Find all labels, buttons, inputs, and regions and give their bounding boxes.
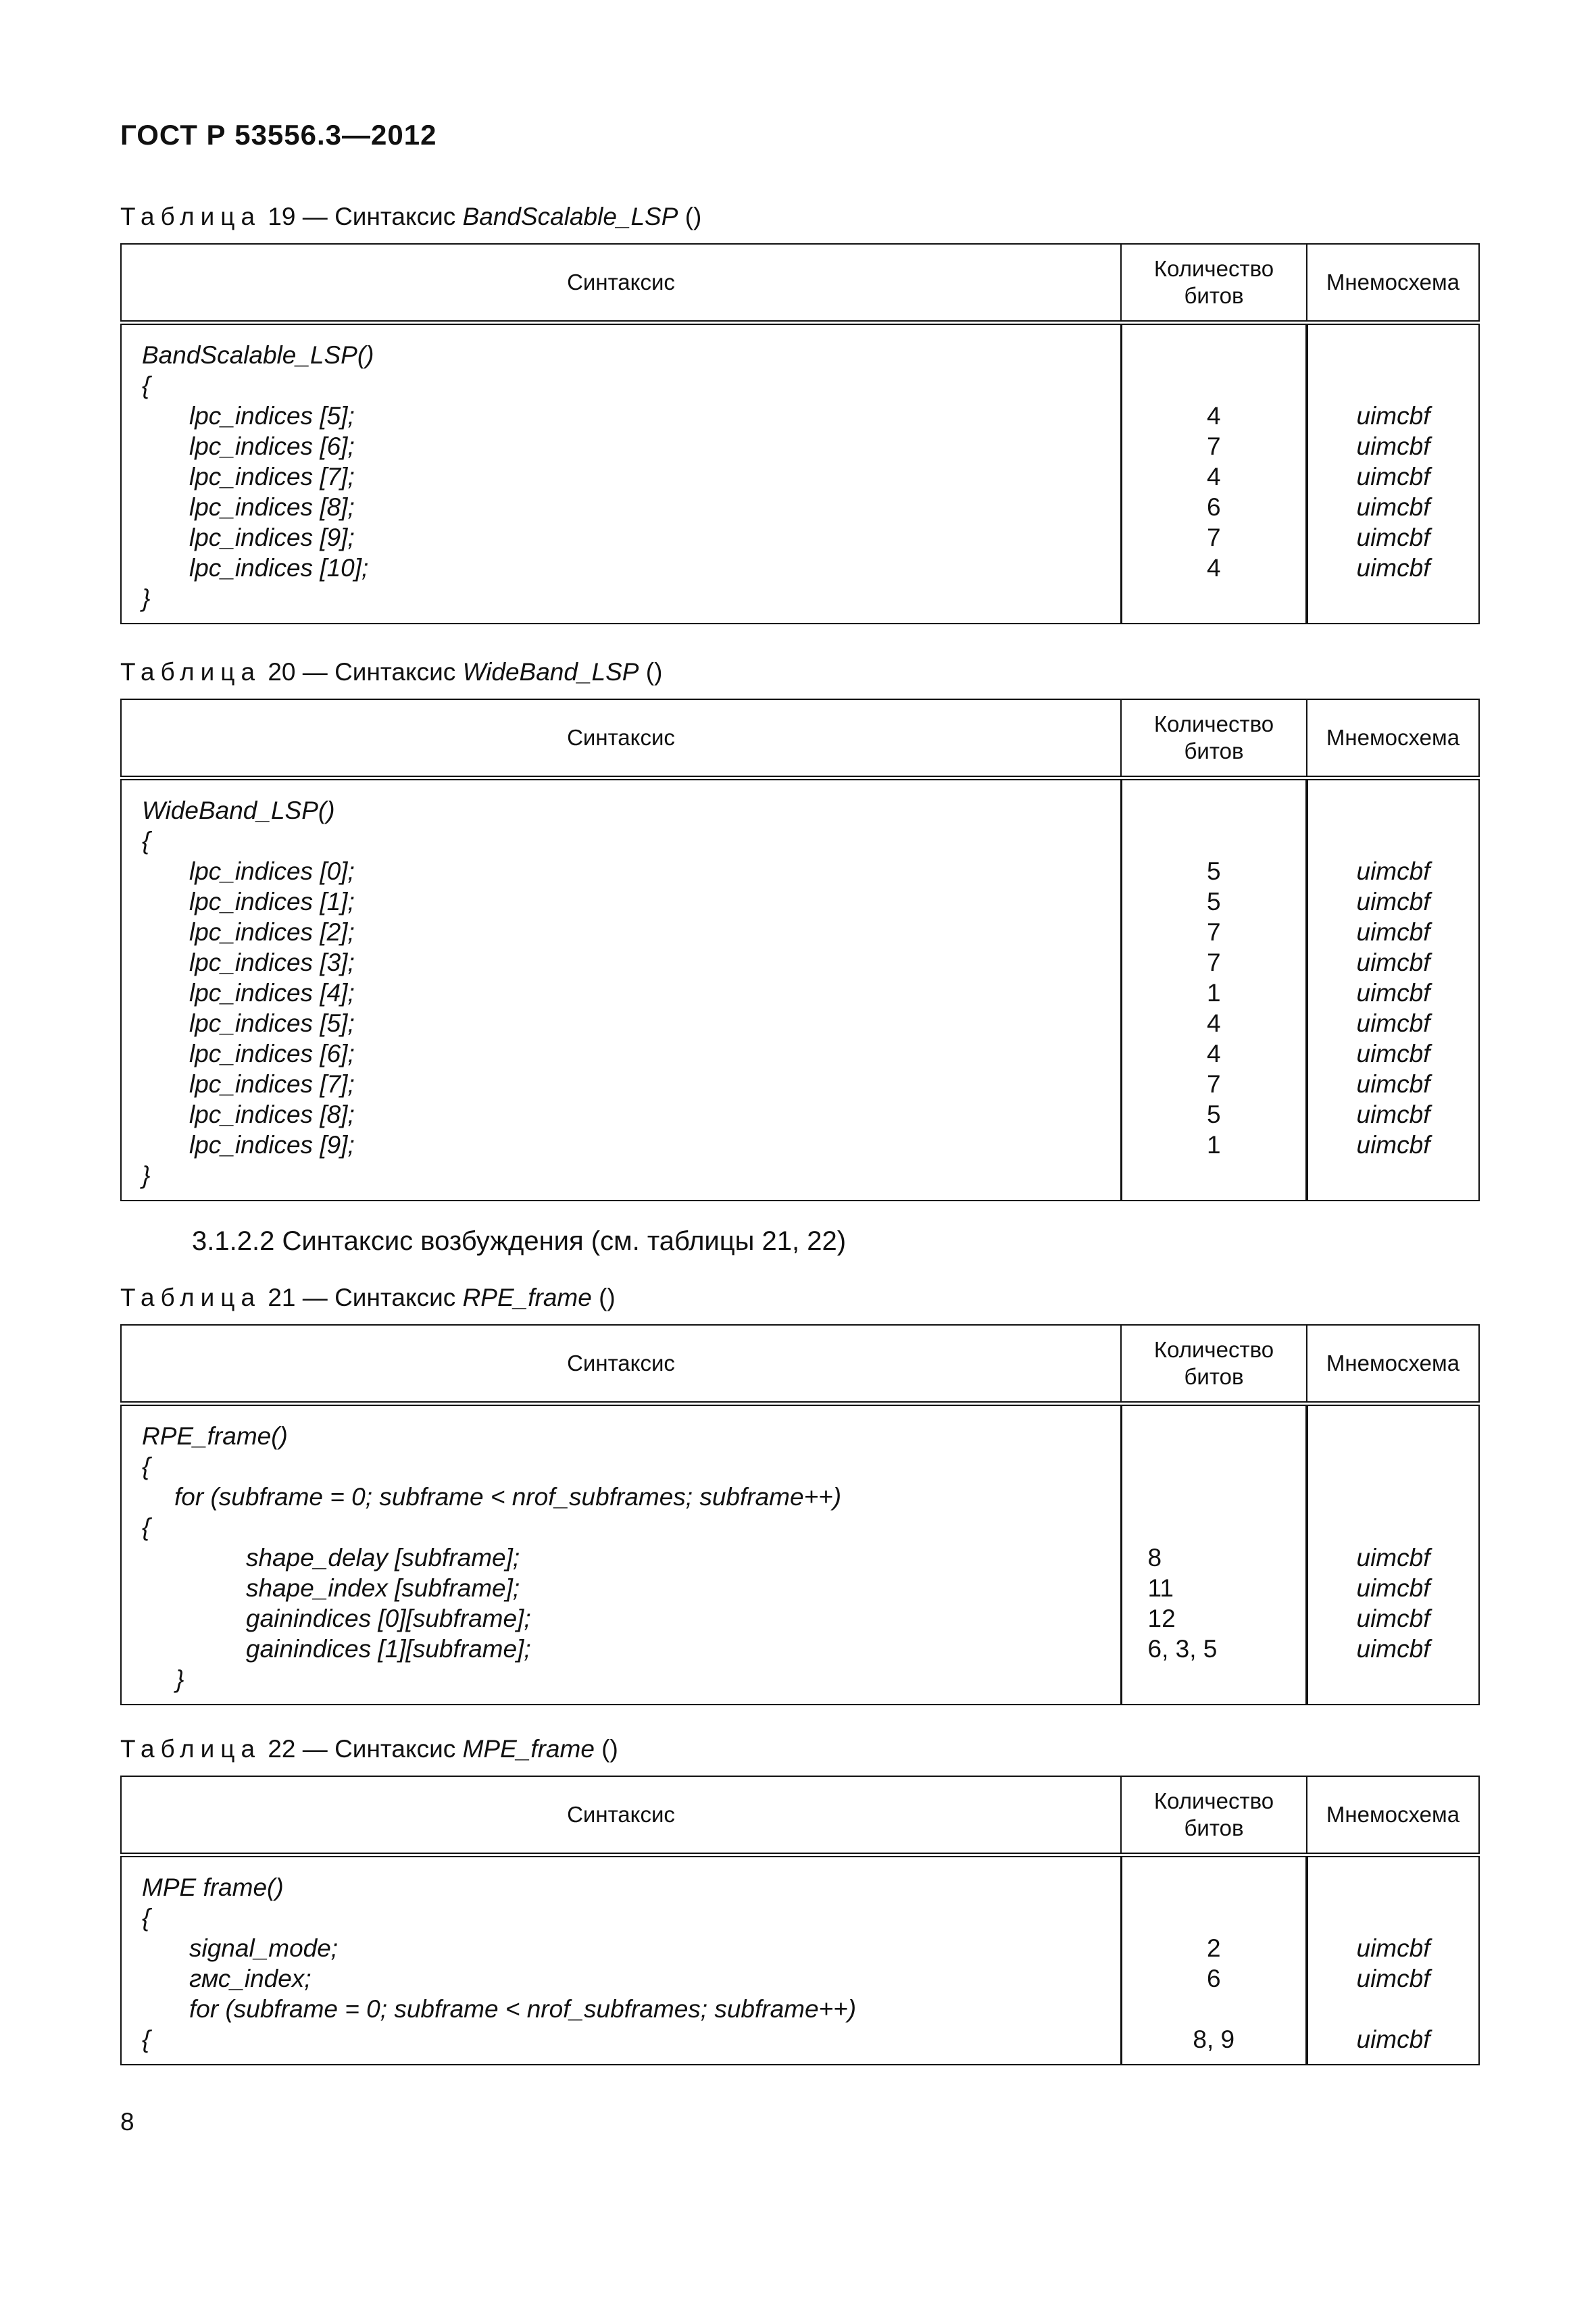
- syntax-line: lpc_indices [3];: [189, 949, 355, 976]
- syntax-line: signal_mode;: [189, 1934, 339, 1962]
- syntax-line: lpc_indices [5];: [189, 1009, 355, 1037]
- page-number: 8: [120, 2108, 134, 2136]
- syntax-line: lpc_indices [7];: [189, 463, 355, 491]
- syntax-line: {: [142, 372, 151, 399]
- bits-value: 5: [1206, 1101, 1221, 1128]
- bits-value: 4: [1206, 554, 1221, 582]
- caption-suffix: (): [594, 1735, 618, 1763]
- mnemonic-value: uimcbf: [1356, 1965, 1430, 1992]
- bits-header-line1: Количество: [1153, 1788, 1274, 1813]
- mnemonic-column-header: Мнемосхема: [1307, 244, 1479, 323]
- bits-value: 8: [1147, 1544, 1162, 1571]
- bits-header-line1: Количество: [1153, 1337, 1274, 1362]
- table-header-row: [121, 1776, 1479, 1855]
- mnemonic-value: [1308, 340, 1478, 370]
- bits-value: 1: [1206, 1131, 1221, 1159]
- caption-prefix: Таблица: [120, 203, 261, 230]
- bits-value: 7: [1206, 949, 1221, 976]
- syntax-line: {: [142, 1453, 151, 1480]
- mnemonic-value: uimcbf: [1356, 1605, 1430, 1632]
- syntax-line: гмс_index;: [189, 1965, 311, 1992]
- bits-value: [1122, 1451, 1306, 1482]
- table-19-caption: [120, 203, 701, 231]
- bits-value: [1122, 1872, 1306, 1903]
- table-body-row: [121, 323, 1479, 624]
- bits-header-line1: Количество: [1153, 711, 1274, 736]
- mnemonic-column-header: Мнемосхема: [1307, 699, 1479, 778]
- bits-value: 4: [1206, 1040, 1221, 1067]
- bits-cell: [1121, 778, 1307, 1201]
- bits-value: [1122, 1664, 1306, 1694]
- caption-prefix: Таблица: [120, 1284, 261, 1311]
- bits-value: [1122, 1160, 1306, 1190]
- bits-value: 1: [1206, 979, 1221, 1007]
- mnemonic-value: [1308, 1872, 1478, 1903]
- syntax-line: lpc_indices [9];: [189, 524, 355, 551]
- mnemonic-value: uimcbf: [1356, 1009, 1430, 1037]
- syntax-column-header: Синтаксис: [121, 1325, 1121, 1404]
- bits-cell: [1121, 1404, 1307, 1705]
- mnemonic-cell: [1307, 323, 1479, 624]
- mnemonic-value: uimcbf: [1356, 1131, 1430, 1159]
- mnemonic-value: [1308, 1451, 1478, 1482]
- mnemonic-value: [1308, 583, 1478, 613]
- caption-suffix: (): [591, 1284, 616, 1311]
- mnemonic-value: uimcbf: [1356, 1635, 1430, 1663]
- syntax-line: }: [142, 1161, 151, 1189]
- mnemonic-value: [1308, 1421, 1478, 1451]
- syntax-line: lpc_indices [6];: [189, 432, 355, 460]
- syntax-line: for (subframe = 0; subframe < nrof_subframes; subframe++): [189, 1995, 857, 2023]
- syntax-line: lpc_indices [8];: [189, 1101, 355, 1128]
- mnemonic-value: uimcbf: [1356, 1574, 1430, 1602]
- bits-value: 11: [1147, 1574, 1174, 1602]
- caption-name: BandScalable_LSP: [462, 203, 678, 230]
- table-body-row: [121, 1404, 1479, 1705]
- bits-column-header: [1121, 699, 1307, 778]
- bits-cell: [1121, 323, 1307, 624]
- syntax-line: gainindices [0][subframe];: [246, 1605, 531, 1632]
- caption-prefix: Таблица: [120, 658, 261, 686]
- bits-value: 12: [1147, 1605, 1176, 1632]
- syntax-line: lpc_indices [4];: [189, 979, 355, 1007]
- syntax-line: lpc_indices [9];: [189, 1131, 355, 1159]
- mnemonic-cell: [1307, 778, 1479, 1201]
- table-21: [120, 1324, 1480, 1705]
- table-body-row: [121, 1855, 1479, 2065]
- table-22: [120, 1776, 1480, 2065]
- bits-value: [1122, 1482, 1306, 1512]
- syntax-line: BandScalable_LSP(): [142, 341, 374, 369]
- section-heading: 3.1.2.2 Синтаксис возбуждения (см. таблицы 21, 22): [192, 1226, 847, 1256]
- syntax-line: {: [142, 827, 151, 855]
- syntax-line: {: [142, 1904, 151, 1932]
- mnemonic-value: [1308, 795, 1478, 826]
- table-header-row: [121, 244, 1479, 323]
- caption-number: 20 — Синтаксис: [268, 658, 456, 686]
- bits-header-line2: битов: [1184, 283, 1244, 308]
- bits-column-header: [1121, 1776, 1307, 1855]
- mnemonic-value: [1308, 370, 1478, 401]
- bits-value: [1122, 1421, 1306, 1451]
- mnemonic-value: uimcbf: [1356, 2026, 1430, 2053]
- bits-value: 2: [1206, 1934, 1221, 1962]
- bits-value: 6, 3, 5: [1147, 1635, 1218, 1663]
- mnemonic-value: [1308, 826, 1478, 856]
- syntax-line: gainindices [1][subframe];: [246, 1635, 531, 1663]
- bits-value: [1122, 1512, 1306, 1542]
- syntax-line: RPE_frame(): [142, 1422, 288, 1450]
- syntax-line: lpc_indices [1];: [189, 888, 355, 915]
- syntax-line: }: [176, 1665, 184, 1693]
- caption-suffix: (): [678, 203, 702, 230]
- table-19: [120, 243, 1480, 624]
- syntax-line: lpc_indices [10];: [189, 554, 369, 582]
- mnemonic-value: uimcbf: [1356, 1544, 1430, 1571]
- bits-value: [1122, 370, 1306, 401]
- syntax-line: }: [142, 584, 151, 612]
- mnemonic-value: [1308, 1664, 1478, 1694]
- bits-header-line2: битов: [1184, 738, 1244, 763]
- mnemonic-value: uimcbf: [1356, 979, 1430, 1007]
- syntax-line: WideBand_LSP(): [142, 797, 335, 824]
- bits-value: 7: [1206, 524, 1221, 551]
- mnemonic-value: uimcbf: [1356, 1070, 1430, 1098]
- table-20-caption: [120, 658, 662, 686]
- mnemonic-column-header: Мнемосхема: [1307, 1325, 1479, 1404]
- bits-value: [1122, 795, 1306, 826]
- caption-number: 21 — Синтаксис: [268, 1284, 456, 1311]
- caption-name: WideBand_LSP: [462, 658, 639, 686]
- syntax-line: {: [142, 1513, 151, 1541]
- syntax-column-header: Синтаксис: [121, 699, 1121, 778]
- syntax-cell: [121, 1855, 1121, 2065]
- mnemonic-value: uimcbf: [1356, 554, 1430, 582]
- mnemonic-value: uimcbf: [1356, 1040, 1430, 1067]
- mnemonic-value: uimcbf: [1356, 888, 1430, 915]
- mnemonic-value: [1308, 1903, 1478, 1933]
- syntax-cell: [121, 1404, 1121, 1705]
- bits-value: [1122, 1994, 1306, 2024]
- mnemonic-cell: [1307, 1404, 1479, 1705]
- table-21-caption: [120, 1284, 616, 1312]
- bits-value: [1122, 1903, 1306, 1933]
- syntax-line: shape_delay [subframe];: [246, 1544, 520, 1571]
- bits-value: [1122, 340, 1306, 370]
- table-body-row: [121, 778, 1479, 1201]
- bits-value: 8, 9: [1193, 2026, 1235, 2053]
- syntax-column-header: Синтаксис: [121, 244, 1121, 323]
- bits-value: 6: [1206, 1965, 1221, 1992]
- syntax-line: shape_index [subframe];: [246, 1574, 520, 1602]
- table-header-row: [121, 1325, 1479, 1404]
- mnemonic-value: [1308, 1994, 1478, 2024]
- mnemonic-value: [1308, 1512, 1478, 1542]
- syntax-cell: [121, 778, 1121, 1201]
- caption-suffix: (): [639, 658, 663, 686]
- bits-header-line2: битов: [1184, 1364, 1244, 1389]
- bits-cell: [1121, 1855, 1307, 2065]
- syntax-line: for (subframe = 0; subframe < nrof_subframes; subframe++): [174, 1483, 842, 1511]
- bits-value: 4: [1206, 463, 1221, 491]
- mnemonic-value: uimcbf: [1356, 402, 1430, 430]
- bits-value: 6: [1206, 493, 1221, 521]
- caption-name: RPE_frame: [462, 1284, 592, 1311]
- syntax-column-header: Синтаксис: [121, 1776, 1121, 1855]
- mnemonic-column-header: Мнемосхема: [1307, 1776, 1479, 1855]
- bits-value: 4: [1206, 402, 1221, 430]
- mnemonic-value: uimcbf: [1356, 949, 1430, 976]
- mnemonic-cell: [1307, 1855, 1479, 2065]
- mnemonic-value: uimcbf: [1356, 1101, 1430, 1128]
- mnemonic-value: uimcbf: [1356, 524, 1430, 551]
- caption-number: 19 — Синтаксис: [268, 203, 456, 230]
- mnemonic-value: uimcbf: [1356, 1934, 1430, 1962]
- bits-value: 7: [1206, 1070, 1221, 1098]
- bits-column-header: [1121, 1325, 1307, 1404]
- bits-value: 5: [1206, 857, 1221, 885]
- syntax-line: lpc_indices [5];: [189, 402, 355, 430]
- mnemonic-value: [1308, 1482, 1478, 1512]
- syntax-line: lpc_indices [0];: [189, 857, 355, 885]
- syntax-line: lpc_indices [8];: [189, 493, 355, 521]
- table-header-row: [121, 699, 1479, 778]
- syntax-line: {: [142, 2026, 151, 2053]
- mnemonic-value: uimcbf: [1356, 493, 1430, 521]
- bits-value: 5: [1206, 888, 1221, 915]
- syntax-line: lpc_indices [2];: [189, 918, 355, 946]
- mnemonic-value: uimcbf: [1356, 432, 1430, 460]
- caption-number: 22 — Синтаксис: [268, 1735, 456, 1763]
- syntax-line: MPE frame(): [142, 1873, 284, 1901]
- mnemonic-value: uimcbf: [1356, 463, 1430, 491]
- bits-value: 7: [1206, 432, 1221, 460]
- mnemonic-value: [1308, 1160, 1478, 1190]
- caption-prefix: Таблица: [120, 1735, 261, 1763]
- syntax-cell: [121, 323, 1121, 624]
- bits-value: [1122, 583, 1306, 613]
- syntax-line: lpc_indices [7];: [189, 1070, 355, 1098]
- table-20: [120, 699, 1480, 1201]
- mnemonic-value: uimcbf: [1356, 918, 1430, 946]
- document-header: ГОСТ Р 53556.3—2012: [120, 119, 437, 151]
- bits-value: 4: [1206, 1009, 1221, 1037]
- mnemonic-value: uimcbf: [1356, 857, 1430, 885]
- syntax-line: lpc_indices [6];: [189, 1040, 355, 1067]
- bits-header-line1: Количество: [1153, 256, 1274, 281]
- bits-value: 7: [1206, 918, 1221, 946]
- bits-header-line2: битов: [1184, 1815, 1244, 1840]
- bits-value: [1122, 826, 1306, 856]
- table-22-caption: [120, 1735, 618, 1763]
- caption-name: MPE_frame: [462, 1735, 595, 1763]
- bits-column-header: [1121, 244, 1307, 323]
